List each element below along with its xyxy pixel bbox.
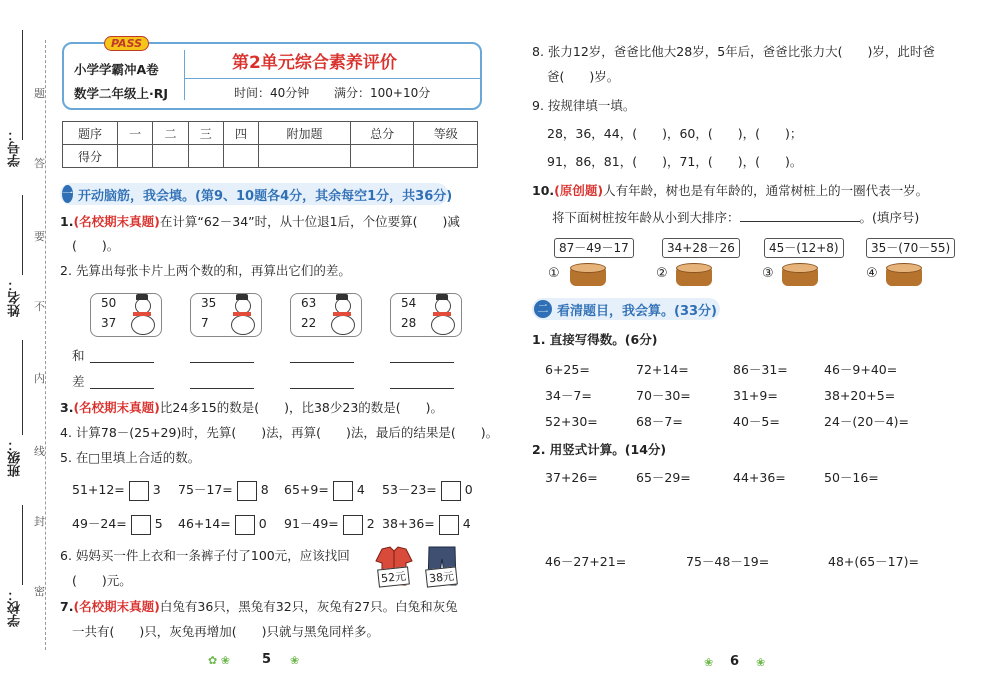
calc-1-heading: 1. 直接写得数。(6分) [532,332,658,347]
fill-box-expr: 46+14= [178,516,231,531]
tree-stump-icon [570,268,606,286]
hat-icon [336,294,348,300]
vertical-calc-item: 75－48－19= [686,554,770,569]
page-number-left: 5 [262,652,272,667]
fill-box[interactable] [129,481,149,501]
score-table [62,121,478,168]
scarf-icon [233,312,251,316]
section-1-title: 开动脑筋，我会填。(第9、10题各4分，其余每空1分，共36分) [78,188,453,204]
section-2-title: 看清题目，我会算。(33分) [557,303,717,319]
snowman-icon [131,315,155,335]
score-cell[interactable] [153,145,188,168]
tree-stump-icon [676,268,712,286]
question-10-tag: (原创题) [554,183,604,198]
sum-blank[interactable] [290,362,354,363]
question-1-tag: (名校期末真题) [73,214,160,229]
score-header: 一 [118,122,153,145]
sum-row-label: 和 [72,348,85,363]
question-3-text: 比24多15的数是( )，比38少23的数是( )。 [159,400,444,415]
question-1-line-a [60,212,460,232]
student-id-line [22,30,23,140]
seal-char: 内 [34,372,45,385]
grade-label: 数学二年级上·RJ [74,86,169,101]
question-8-line-b: 爸( )岁。 [547,69,620,84]
vertical-calc-item: 48+(65－17)= [828,554,919,569]
difference-row-label: 差 [72,374,85,389]
question-10-text: 人有年龄，树也是有年龄的，通常树桩上的一圈代表一岁。 [603,183,929,198]
binding-dashline [45,40,46,650]
sprout-icon: ✿ ❀ [208,654,230,667]
question-8-line-a: 8. 张力12岁，爸爸比他大28岁，5年后，爸爸比张力大( )岁，此时爸 [532,44,935,59]
sum-blank[interactable] [190,362,254,363]
fill-box-digit: 2 [366,516,375,531]
page-title: 第2单元综合素养评价 [232,53,397,73]
exam-header [62,37,482,110]
oral-calc-item: 6+25= [545,362,590,377]
oral-calc-item: 38+20+5= [824,388,896,403]
hat-icon [136,294,148,300]
score-cell[interactable] [188,145,223,168]
question-10-instruction: 将下面树桩按年龄从小到大排序： [552,210,740,225]
question-5-text: 5. 在□里填上合适的数。 [60,450,201,465]
stump-index: ④ [866,266,878,281]
question-7-line-b: 一共有( )只，灰兔再增加( )只就与黑兔同样多。 [72,624,380,639]
fill-box[interactable] [439,515,459,535]
fill-box-expr: 75－17= [178,482,233,497]
fill-box-digit: 3 [152,482,161,497]
name-line [22,195,23,275]
page-number-right: 6 [730,654,740,669]
fill-box[interactable] [237,481,257,501]
fill-box[interactable] [333,481,353,501]
tree-stump-icon [782,268,818,286]
stump-expression: 45－(12+8) [764,238,844,258]
question-3-tag: (名校期末真题) [73,400,160,415]
vertical-calc-item: 44+36= [733,470,786,485]
oral-calc-item: 86－31= [733,362,788,377]
fill-box-digit: 0 [258,516,267,531]
question-7-number: 7. [60,599,74,614]
number-card [190,293,262,337]
sprout-icon: ❀ [704,656,714,669]
question-9-sequence-2: 91，86，81，( )，71，( )，( )。 [547,154,803,169]
difference-blank[interactable] [290,388,354,389]
oral-calc-item: 24－(20－4)= [824,414,909,429]
series-name: 小学学霸冲A卷 [74,62,159,77]
difference-blank[interactable] [190,388,254,389]
vertical-calc-item: 65－29= [636,470,691,485]
fill-box[interactable] [343,515,363,535]
question-9-sequence-1: 28，36，44，( )，60，( )，( )； [547,126,803,141]
question-1-number: 1. [60,214,74,229]
section-2-number: 二 [534,300,552,318]
number-card [290,293,362,337]
sprout-icon: ❀ [290,654,300,667]
fill-box-item [382,514,471,535]
card-number-top: 35 [201,296,217,310]
oral-calc-item: 40－5= [733,414,780,429]
stump-index: ② [656,266,668,281]
section-1-header [60,183,453,205]
oral-calc-item: 70－30= [636,388,691,403]
seal-char: 密 [34,585,45,598]
score-header: 附加题 [259,122,351,145]
oral-calc-item: 68－7= [636,414,683,429]
score-header: 总分 [350,122,414,145]
score-header: 二 [153,122,188,145]
stump-expression: 35－(70－55) [866,238,955,258]
snowman-icon [431,315,455,335]
stump-expression: 87－49－17 [554,238,634,258]
scarf-icon [133,312,151,316]
calc-2-heading: 2. 用竖式计算。(14分) [532,442,667,457]
stump-index: ③ [762,266,774,281]
name-label: 姓名： [8,278,23,317]
order-answer-blank[interactable] [740,221,860,222]
section-1-number: 一 [62,185,73,203]
header-divider [184,50,185,100]
question-2-text: 2. 先算出每张卡片上两个数的和，再算出它们的差。 [60,263,351,278]
oral-calc-item: 34－7= [545,388,592,403]
stump-rings-icon [886,263,922,273]
score-header: 三 [188,122,223,145]
fill-box-item [284,514,375,535]
seal-char: 答 [34,157,45,170]
fill-box-expr: 38+36= [382,516,435,531]
score-header: 四 [223,122,258,145]
question-9-text: 9. 按规律填一填。 [532,98,636,113]
score-cell[interactable] [223,145,258,168]
stump-rings-icon [676,263,712,273]
fill-box-digit: 4 [462,516,471,531]
seal-char: 线 [34,445,45,458]
difference-blank[interactable] [90,388,154,389]
fill-box-item [382,480,473,501]
fill-box-expr: 91－49= [284,516,339,531]
score-cell[interactable] [350,145,414,168]
question-6-line-b: ( )元。 [72,573,132,588]
vertical-calc-item: 37+26= [545,470,598,485]
fill-box[interactable] [235,515,255,535]
question-7-text: 白兔有36只，黑兔有32只，灰兔有27只。白兔和灰兔 [159,599,458,614]
fill-box-item [72,480,161,501]
question-3 [60,398,443,418]
oral-calc-item: 31+9= [733,388,778,403]
score-row-label: 得分 [63,145,118,168]
scarf-icon [333,312,351,316]
difference-blank[interactable] [390,388,454,389]
oral-calc-item: 46－9+40= [824,362,898,377]
school-line [22,505,23,585]
stump-index: ① [548,266,560,281]
number-card [390,293,462,337]
fill-box-item [178,480,269,501]
fill-box-digit: 5 [154,516,163,531]
fill-box-expr: 65+9= [284,482,329,497]
school-label: 学校： [8,588,23,627]
question-3-number: 3. [60,400,74,415]
time-limit: 时间：40分钟 [234,86,310,100]
fill-box-item [72,514,163,535]
vertical-calc-item: 46－27+21= [545,554,627,569]
pass-logo: PASS [104,36,149,51]
stump-expression: 34+28－26 [662,238,740,258]
section-2-header [532,298,720,320]
card-number-top: 63 [301,296,317,310]
seal-char: 不 [34,300,45,313]
class-line [22,340,23,435]
vertical-calc-item: 50－16= [824,470,879,485]
question-6-line-a: 6. 妈妈买一件上衣和一条裤子付了100元，应该找回 [60,548,350,563]
fill-box-digit: 8 [260,482,269,497]
header-hline [184,78,480,79]
fill-box-item [178,514,267,535]
oral-calc-item: 72+14= [636,362,689,377]
oral-calc-item: 52+30= [545,414,598,429]
fill-box[interactable] [441,481,461,501]
sum-blank[interactable] [390,362,454,363]
fill-box-expr: 53－23= [382,482,437,497]
number-card [90,293,162,337]
fill-box-expr: 49－24= [72,516,127,531]
question-10-line-b [552,208,919,228]
snowman-icon [331,315,355,335]
fill-box-digit: 0 [464,482,473,497]
score-cell[interactable] [414,145,478,168]
sum-blank[interactable] [90,362,154,363]
fill-box-item [284,480,365,501]
question-1-line-b: ( )。 [72,238,120,253]
score-cell[interactable] [118,145,153,168]
seal-char: 要 [34,230,45,243]
card-number-bottom: 22 [301,316,317,330]
tree-stump-icon [886,268,922,286]
hat-icon [236,294,248,300]
question-10-line-a [532,181,928,201]
stump-rings-icon [782,263,818,273]
scarf-icon [433,312,451,316]
card-number-top: 50 [101,296,117,310]
sprout-icon: ❀ [756,656,766,669]
card-number-bottom: 37 [101,316,117,330]
hat-icon [436,294,448,300]
score-cell[interactable] [259,145,351,168]
pants-price-tag: 38元 [425,566,458,587]
seal-char: 封 [34,515,45,528]
student-id-label: 学号： [8,128,23,167]
class-label: 班级： [8,438,23,477]
question-4-text: 4. 计算78－(25+29)时，先算( )法，再算( )法，最后的结果是( )。 [60,425,499,440]
seal-char: 题 [34,87,45,100]
card-number-bottom: 28 [401,316,417,330]
score-header: 题序 [63,122,118,145]
fill-box-expr: 51+12= [72,482,125,497]
question-7-line-a [60,597,458,617]
card-number-top: 54 [401,296,417,310]
fill-box[interactable] [131,515,151,535]
card-number-bottom: 7 [201,316,209,330]
question-7-tag: (名校期末真题) [73,599,160,614]
question-10-suffix: 。(填序号) [859,210,920,225]
score-header: 等级 [414,122,478,145]
full-score: 满分：100+10分 [334,86,431,100]
question-10-number: 10. [532,183,555,198]
jacket-price-tag: 52元 [377,566,410,587]
stump-rings-icon [570,263,606,273]
question-1-text: 在计算“62－34”时，从十位退1后，个位要算( )减 [159,214,460,229]
snowman-icon [231,315,255,335]
fill-box-digit: 4 [356,482,365,497]
